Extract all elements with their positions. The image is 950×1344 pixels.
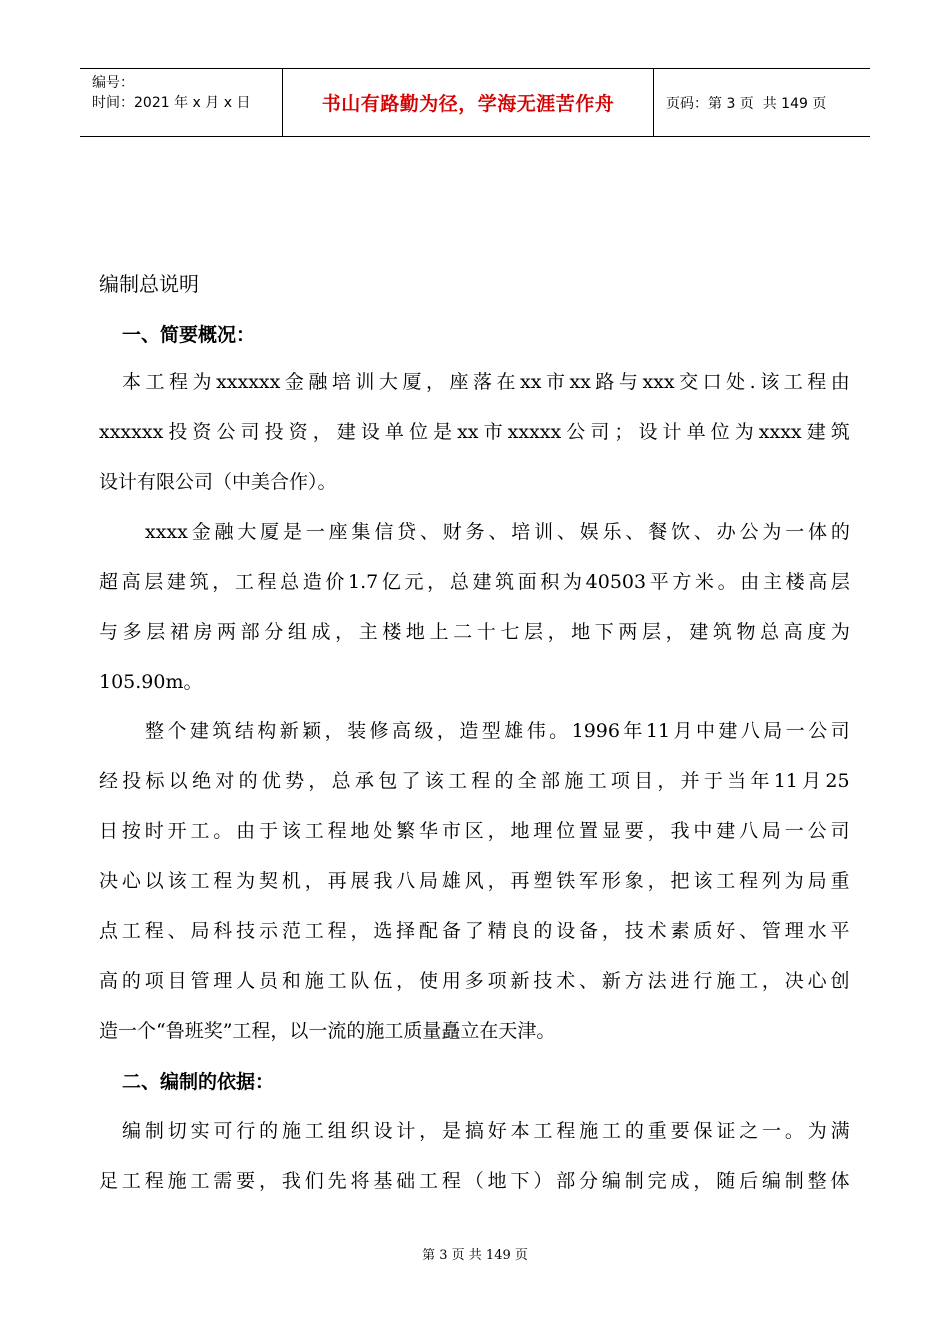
document-title: 编制总说明 (99, 272, 199, 296)
paragraph-line: 超 高 层 建 筑 ， 工 程 总 造 价 1.7 亿 元 ， 总 建 筑 面 积 为 40503 平 方 米 。 由 主 楼 高 层 (99, 571, 850, 593)
paragraph-line: 设计有限公司（中美合作）。 (99, 471, 337, 493)
paragraph-overview-1 (99, 357, 850, 507)
section-heading-overview: 一、简要概况： (122, 324, 256, 346)
paragraph-basis-1 (99, 1106, 850, 1206)
header-motto: 书山有路勤为径，学海无涯苦作舟 (282, 69, 654, 136)
paragraph-line: 高 的 项 目 管 理 人 员 和 施 工 队 伍 ， 使 用 多 项 新 技 术 、 新 方 法 进 行 施 工 ， 决 心 创 (99, 970, 850, 992)
paragraph-line: 与 多 层 裙 房 两 部 分 组 成 ， 主 楼 地 上 二 十 七 层 ， 地 下 两 层 ， 建 筑 物 总 高 度 为 (99, 621, 850, 643)
paragraph-line: 经 投 标 以 绝 对 的 优 势 ， 总 承 包 了 该 工 程 的 全 部 施 工 项 目 ， 并 于 当 年 11 月 25 (99, 770, 850, 792)
paragraph-line: 整 个 建 筑 结 构 新 颖 ， 装 修 高 级 ， 造 型 雄 伟 。 1996 年 11 月 中 建 八 局 一 公 司 (145, 720, 850, 742)
paragraph-overview-2 (99, 507, 850, 707)
paragraph-line: 点 工 程 、 局 科 技 示 范 工 程 ， 选 择 配 备 了 精 良 的 设 备 ， 技 术 素 质 好 、 管 理 水 平 (99, 920, 850, 942)
header-page-label: 页码：第 3 页 共 149 页 (666, 95, 827, 112)
paragraph-line: 决 心 以 该 工 程 为 契 机 ， 再 展 我 八 局 雄 风 ， 再 塑 铁 军 形 象 ， 把 该 工 程 列 为 局 重 (99, 870, 850, 892)
header-number-label: 编号： (92, 75, 134, 91)
header-date-label: 时间：2021 年 x 月 x 日 (92, 95, 251, 111)
paragraph-line: 编 制 切 实 可 行 的 施 工 组 织 设 计 ， 是 搞 好 本 工 程 施 工 的 重 要 保 证 之 一 。 为 满 (122, 1120, 850, 1142)
section-heading-basis: 二、编制的依据： (122, 1071, 275, 1093)
paragraph-line: 本 工 程 为 xxxxxx 金 融 培 训 大 厦 ， 座 落 在 xx 市 xx 路 与 xxx 交 口 处 . 该 工 程 由 (122, 371, 850, 393)
page-header (80, 68, 870, 137)
paragraph-line: xxxx 金 融 大 厦 是 一 座 集 信 贷 、 财 务 、 培 训 、 娱 乐 、 餐 饮 、 办 公 为 一 体 的 (145, 521, 850, 543)
paragraph-line: xxxxxx 投 资 公 司 投 资 ， 建 设 单 位 是 xx 市 xxxxx 公 司 ； 设 计 单 位 为 xxxx 建 筑 (99, 421, 850, 443)
paragraph-line: 105.90m。 (99, 671, 203, 693)
paragraph-line: 日 按 时 开 工 。 由 于 该 工 程 地 处 繁 华 市 区 ， 地 理 位 置 显 要 ， 我 中 建 八 局 一 公 司 (99, 820, 850, 842)
paragraph-line: 造一个“鲁班奖”工程，以一流的施工质量矗立在天津。 (99, 1020, 556, 1042)
header-meta (80, 69, 282, 136)
page-footer: 第 3 页 共 149 页 (422, 1248, 528, 1263)
paragraph-line: 足 工 程 施 工 需 要 ， 我 们 先 将 基 础 工 程 （ 地 下 ） 部 分 编 制 完 成 ， 随 后 编 制 整 体 (99, 1170, 850, 1192)
paragraph-overview-3 (99, 706, 850, 1056)
